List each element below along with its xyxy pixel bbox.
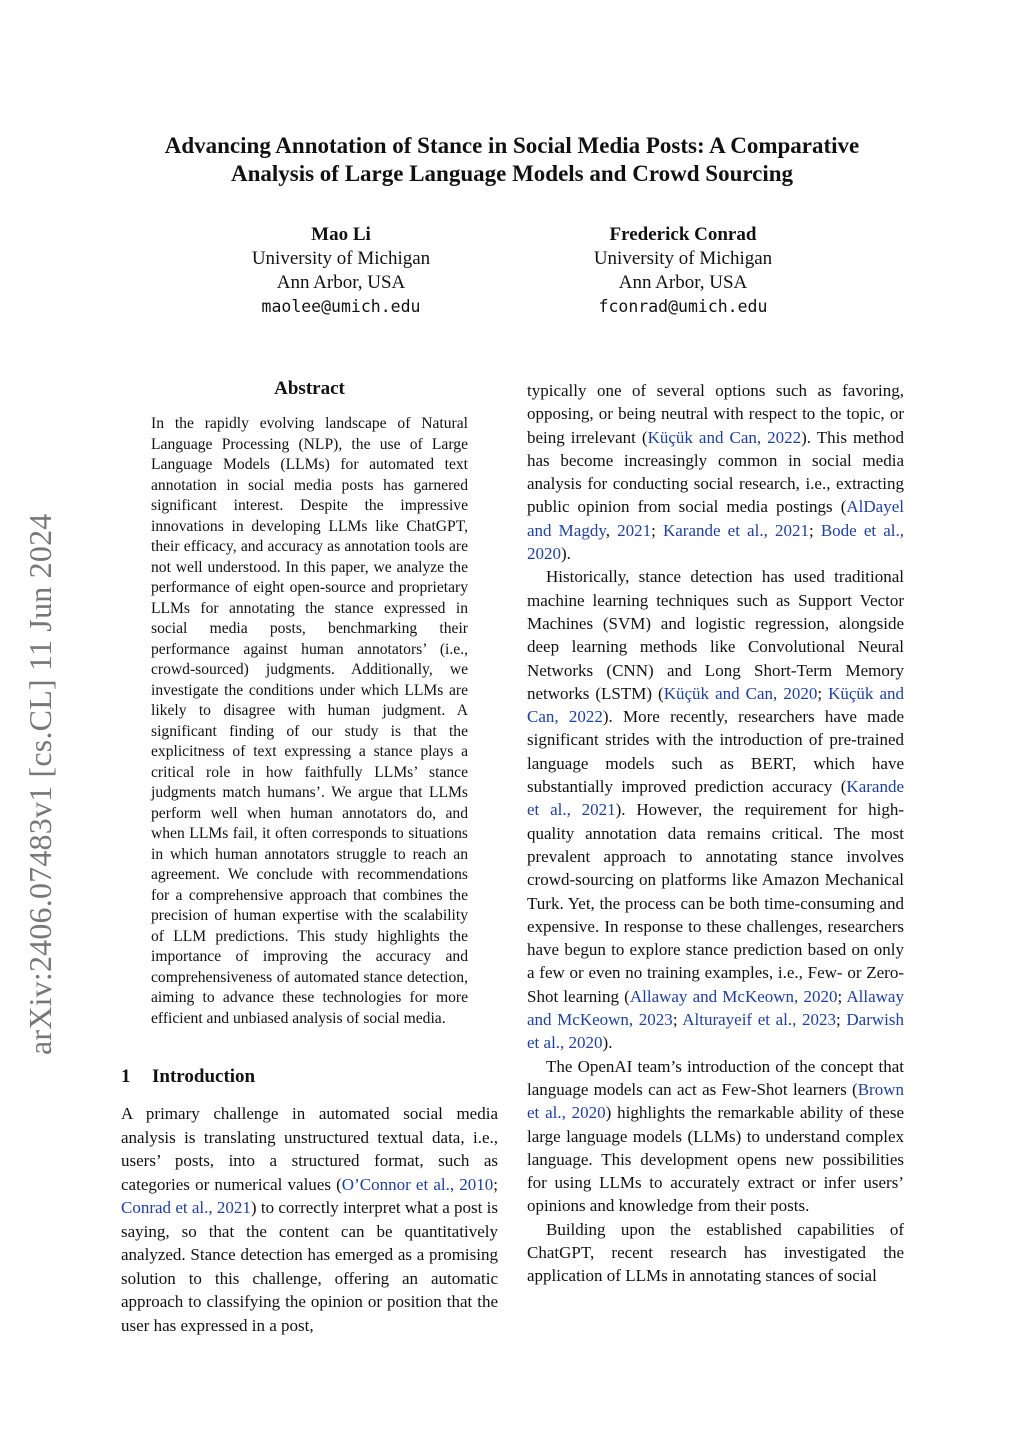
section-heading-introduction <box>121 1066 255 1088</box>
citation-link[interactable]: Küçük and Can, 2022 <box>647 427 802 447</box>
citation-link[interactable]: Allaway and McKeown, 2023 <box>527 986 904 1030</box>
text-run: ). <box>602 1033 613 1053</box>
text-run: The OpenAI team’s introduction of the concept that language models can act as Few-Shot learners ( <box>527 1056 904 1099</box>
citation-link[interactable]: AlDayel and Magdy <box>527 497 904 540</box>
author-name: Mao Li <box>311 224 371 245</box>
citation-link[interactable]: Brown et al., 2020 <box>527 1079 904 1123</box>
citation-link[interactable]: O’Connor et al., 2010 <box>341 1174 494 1194</box>
citation-link[interactable]: Bode et al., 2020 <box>527 520 904 564</box>
text-run: ). This method has become increasingly common in social media analysis for conducting social research, i.e., extracting public opinion from social media postings ( <box>527 427 904 517</box>
intro-paragraph-1-continued <box>527 379 904 565</box>
text-run: typically one of several options such as favoring, opposing, or being neutral with respect to the topic, or being irrelevant ( <box>527 381 904 447</box>
author-affiliation: University of Michigan <box>593 248 773 269</box>
intro-paragraph-4 <box>527 1218 904 1288</box>
text-run: ; <box>672 1010 683 1030</box>
author-1 <box>191 223 491 319</box>
paper-title-line-1: Advancing Annotation of Stance in Social Media Posts: A Comparative <box>164 133 860 158</box>
text-run: ; <box>836 1010 847 1030</box>
left-column-text <box>121 1102 498 1337</box>
paper-title-line-2: Analysis of Large Language Models and Crowd Sourcing <box>230 161 794 186</box>
paper-title <box>90 132 934 188</box>
author-2 <box>533 223 833 319</box>
abstract-body: In the rapidly evolving landscape of Natural Language Processing (NLP), the use of Large Language Models (LLMs) for automated text annotation in social media posts has garnered significant interest. Despite the impressive innovations in developing LLMs like ChatGPT, their efficacy, and accuracy as annotation tools are not well understood. In this paper, we analyze the performance of eight open-source and proprietary LLMs for annotating the stance expressed in social media posts, benchmarking their performance against human annotators’ (i.e., crowd-sourced) judgments. Additionally, we investigate the conditions under which LLMs are likely to disagree with human judgment. A significant finding of our study is that the explicitness of text expressing a stance plays a critical role in how faithfully LLMs’ stance judgments match humans’. We argue that LLMs perform well when human annotators do, and when LLMs fail, it often corresponds to situations in which human annotators struggle to reach an agreement. We conclude with recommendations for a comprehensive approach that combines the precision of human expertise with the scalability of LLM predictions. This study highlights the importance of improving the accuracy and comprehensiveness of automated stance detection, aiming to advance these technologies for more efficient and unbiased analysis of social media. <box>151 415 468 1027</box>
text-run: ; <box>817 683 829 703</box>
text-run: ) highlights the remarkable ability of these large language models (LLMs) to understand complex language. This development opens new possibilities for using LLMs to accurately extract or infer users’ opinions and knowledge from their posts. <box>527 1103 904 1216</box>
citation-link[interactable]: Karande et al., 2021 <box>662 520 809 540</box>
text-run: Historically, stance detection has used traditional machine learning techniques such as Support Vector Machines (SVM) and logistic regression, alongside deep learning methods like Convolutional Neural Networks (CNN) and Long Short-Term Memory networks (LSTM) ( <box>527 567 904 703</box>
text-run: , <box>605 520 618 540</box>
text-run: ; <box>837 986 847 1006</box>
intro-paragraph-2 <box>527 565 904 1054</box>
section-number: 1 <box>121 1066 131 1087</box>
right-column-text <box>527 379 904 1288</box>
intro-paragraph-3 <box>527 1055 904 1218</box>
section-title: Introduction <box>152 1066 256 1087</box>
author-location: Ann Arbor, USA <box>618 272 748 293</box>
author-email: fconrad@umich.edu <box>598 297 768 316</box>
citation-link[interactable]: Alturayeif et al., 2023 <box>682 1010 837 1030</box>
text-run: ). However, the requirement for high-quality annotation data remains critical. The most prevalent approach to annotating stance involves crowd-sourcing on platforms like Amazon Mechanical Turk. Yet, the process can be both time-consuming and expensive. In response to these challenges, researchers have begun to explore stance prediction based on only a few or even no training examples, i.e., Few- or Zero-Shot learning ( <box>527 800 905 1006</box>
text-run: ) to correctly interpret what a post is saying, so that the content can be quantitatively analyzed. Stance detection has emerged as a promising solution to this challenge, offering an automatic approach to classifying the opinion or position that the user has expressed in a post, <box>121 1198 498 1335</box>
abstract-heading: Abstract <box>274 378 345 399</box>
citation-link[interactable]: Darwish et al., 2020 <box>527 1010 904 1053</box>
citation-link[interactable]: Küçük and Can, 2022 <box>527 683 904 727</box>
intro-paragraph-1 <box>121 1102 498 1337</box>
citation-link[interactable]: Conrad et al., 2021 <box>121 1198 251 1217</box>
author-email: maolee@umich.edu <box>261 297 421 316</box>
citation-link[interactable]: Karande et al., 2021 <box>527 777 904 820</box>
text-run: ). More recently, researchers have made significant strides with the introduction of pre-trained language models such as BERT, which have substantially improved prediction accuracy ( <box>527 707 904 797</box>
text-run: Building upon the established capabilities of ChatGPT, recent research has investigated the application of LLMs in annotating stances of social <box>527 1219 904 1286</box>
author-name: Frederick Conrad <box>609 224 757 245</box>
citation-link[interactable]: Küçük and Can, 2020 <box>663 683 818 703</box>
author-affiliation: University of Michigan <box>251 248 431 269</box>
text-run: ; <box>808 520 821 540</box>
citation-link[interactable]: Allaway and McKeown, 2020 <box>629 986 838 1006</box>
text-run: ; <box>493 1174 499 1194</box>
text-run: ; <box>651 520 663 540</box>
arxiv-identifier-stamp: arXiv:2406.07483v1 [cs.CL] 11 Jun 2024 <box>22 513 58 1055</box>
author-location: Ann Arbor, USA <box>276 272 406 293</box>
citation-link[interactable]: 2021 <box>617 520 652 540</box>
text-run: A primary challenge in automated social media analysis is translating unstructured textual data, i.e., users’ posts, into a structured format, such as categories or numerical values ( <box>121 1104 498 1194</box>
text-run: ). <box>561 544 571 564</box>
